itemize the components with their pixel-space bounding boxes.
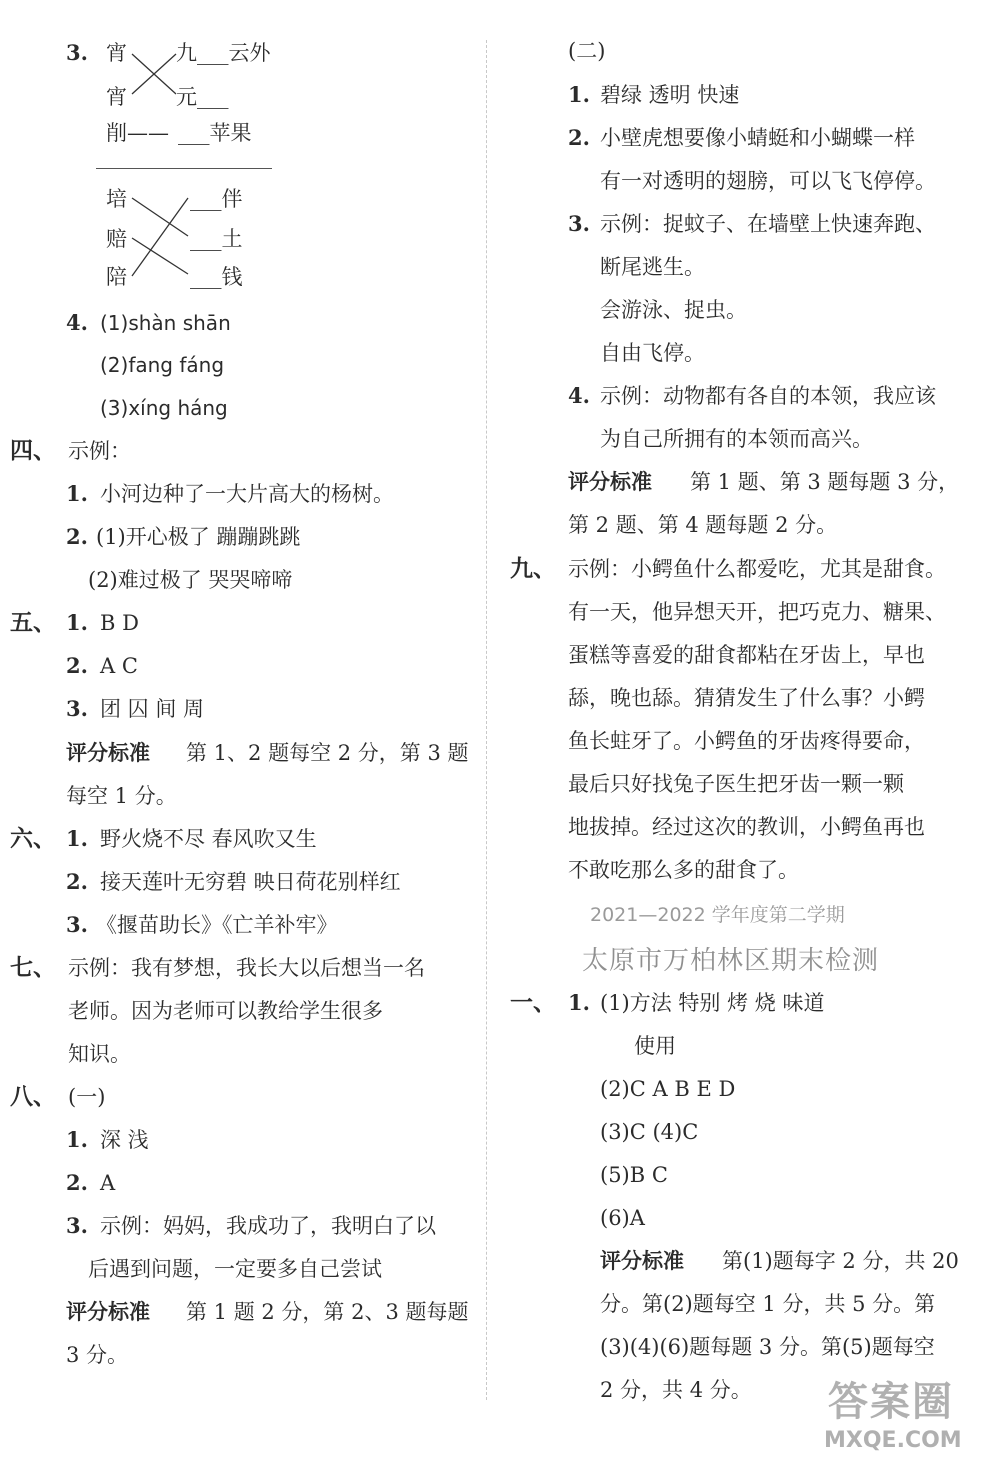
question-number: 3. bbox=[66, 912, 88, 937]
answer-text: 断尾逃生。 bbox=[600, 255, 705, 279]
match-left-item: 培 bbox=[106, 187, 127, 211]
scoring-label: 评分标准 bbox=[66, 741, 150, 765]
answer-text: 示例：小鳄鱼什么都爱吃，尤其是甜食。 bbox=[568, 557, 946, 581]
scoring-label: 评分标准 bbox=[600, 1249, 684, 1273]
match-right-item: ___土 bbox=[190, 227, 243, 251]
question-number: 1. bbox=[66, 610, 88, 635]
scoring-text: 第 1 题、第 3 题每题 3 分， bbox=[690, 470, 960, 494]
answer-text: 不敢吃那么多的甜食了。 bbox=[568, 858, 799, 882]
answer-text: A bbox=[100, 1171, 116, 1195]
answer-text: 自由飞停。 bbox=[600, 341, 705, 365]
watermark-url: MXQE.COM bbox=[824, 1428, 962, 1453]
answer-text: 示例：动物都有各自的本领，我应该 bbox=[600, 384, 936, 408]
answer-text: (6)A bbox=[600, 1206, 645, 1230]
answer-text: 小壁虎想要像小蜻蜓和小蝴蝶一样 bbox=[600, 126, 915, 150]
answer-text: 有一对透明的翅膀，可以飞飞停停。 bbox=[600, 169, 936, 193]
answer-text: (5)B C bbox=[600, 1163, 668, 1187]
answer-text: 知识。 bbox=[68, 1042, 131, 1066]
question-number: 3. bbox=[66, 40, 88, 65]
answer-text: 为自己所拥有的本领而高兴。 bbox=[600, 427, 873, 451]
match-lines bbox=[128, 190, 192, 280]
watermark-logo-text: 答案圈 bbox=[828, 1379, 954, 1425]
match-right-item: ___伴 bbox=[190, 187, 243, 211]
answer-text: 示例： bbox=[68, 439, 131, 463]
scoring-text: 第 1、2 题每空 2 分，第 3 题 bbox=[186, 741, 469, 765]
answer-text: 《揠苗助长》《亡羊补牢》 bbox=[96, 913, 338, 937]
scoring-text: (3)(4)(6)题每题 3 分。第(5)题每空 bbox=[600, 1335, 935, 1359]
site-watermark bbox=[818, 1370, 988, 1460]
answer-text: 蛋糕等喜爱的甜食都粘在牙齿上，早也 bbox=[568, 643, 925, 667]
part-label: (二) bbox=[568, 39, 606, 63]
match-right-item: 元___ bbox=[176, 85, 229, 109]
match-right-item: 九___云外 bbox=[176, 41, 271, 65]
section-label: 六、 bbox=[10, 826, 56, 852]
match-right-item: ___钱 bbox=[190, 265, 243, 289]
question-number: 1. bbox=[568, 82, 590, 107]
answer-text: 最后只好找兔子医生把牙齿一颗一颗 bbox=[568, 772, 904, 796]
section-label: 八、 bbox=[10, 1084, 56, 1110]
question-number: 1. bbox=[66, 481, 88, 506]
scoring-text: 每空 1 分。 bbox=[66, 784, 177, 808]
part-label: (一) bbox=[68, 1085, 106, 1109]
exam-term-heading: 2021—2022 学年度第二学期 bbox=[590, 904, 845, 926]
question-number: 1. bbox=[568, 990, 590, 1015]
question-number: 1. bbox=[66, 1127, 88, 1152]
scoring-text: 3 分。 bbox=[66, 1343, 129, 1367]
question-number: 1. bbox=[66, 826, 88, 851]
answer-text: 后遇到问题，一定要多自己尝试 bbox=[88, 1257, 382, 1281]
scoring-text: 分。第(2)题每空 1 分，共 5 分。第 bbox=[600, 1292, 936, 1316]
question-number: 2. bbox=[66, 653, 88, 678]
answer-text: 示例：捉蚊子、在墙壁上快速奔跑、 bbox=[600, 212, 936, 236]
answer-text: 老师。因为老师可以教给学生很多 bbox=[68, 999, 383, 1023]
answer-text: (1)开心极了 蹦蹦跳跳 bbox=[96, 525, 301, 549]
answer-text: 碧绿 透明 快速 bbox=[600, 83, 740, 107]
answer-text: 有一天，他异想天开，把巧克力、糖果、 bbox=[568, 600, 946, 624]
answer-text: (3)C (4)C bbox=[600, 1120, 699, 1144]
answer-text: 小河边种了一大片高大的杨树。 bbox=[100, 482, 394, 506]
section-label: 一、 bbox=[510, 990, 556, 1016]
scoring-text: 第 2 题、第 4 题每题 2 分。 bbox=[568, 513, 838, 537]
question-number: 3. bbox=[66, 696, 88, 721]
answer-text: 示例：我有梦想，我长大以后想当一名 bbox=[68, 956, 425, 980]
match-left-item: 宵 bbox=[106, 85, 127, 109]
match-left-item: 陪 bbox=[106, 265, 127, 289]
scoring-text: 第 1 题 2 分，第 2、3 题每题 bbox=[186, 1300, 469, 1324]
match-left-item: 削—— bbox=[106, 121, 169, 145]
question-number: 2. bbox=[66, 1170, 88, 1195]
scoring-text: 2 分，共 4 分。 bbox=[600, 1378, 752, 1402]
section-label: 七、 bbox=[10, 955, 56, 981]
match-left-item: 宵 bbox=[106, 41, 127, 65]
section-label: 九、 bbox=[510, 556, 556, 582]
answer-text: 地拔掉。经过这次的教训，小鳄鱼再也 bbox=[568, 815, 925, 839]
separator-line bbox=[96, 168, 272, 169]
column-divider bbox=[486, 40, 487, 1400]
answer-text: B D bbox=[100, 611, 139, 635]
question-number: 4. bbox=[568, 383, 590, 408]
match-left-item: 赔 bbox=[106, 227, 127, 251]
pinyin-line: (1)shàn shān bbox=[100, 311, 231, 335]
section-label: 四、 bbox=[10, 438, 56, 464]
question-number: 3. bbox=[568, 211, 590, 236]
scoring-label: 评分标准 bbox=[568, 470, 652, 494]
question-number: 2. bbox=[66, 524, 88, 549]
answer-text: (1)方法 特别 烤 烧 味道 bbox=[600, 991, 825, 1015]
pinyin-line: (3)xíng háng bbox=[100, 396, 228, 420]
exam-title-heading: 太原市万柏林区期末检测 bbox=[582, 946, 880, 976]
match-right-item: ___苹果 bbox=[178, 121, 252, 145]
section-label: 五、 bbox=[10, 610, 56, 636]
match-lines bbox=[128, 48, 180, 100]
scoring-text: 第(1)题每字 2 分，共 20 bbox=[722, 1249, 959, 1273]
scoring-label: 评分标准 bbox=[66, 1300, 150, 1324]
question-number: 4. bbox=[66, 310, 88, 335]
answer-text: 会游泳、捉虫。 bbox=[600, 298, 747, 322]
question-number: 3. bbox=[66, 1213, 88, 1238]
answer-text: A C bbox=[100, 654, 138, 678]
answer-text: 舔，晚也舔。猜猜发生了什么事？小鳄 bbox=[568, 686, 925, 710]
answer-text: (2)C A B E D bbox=[600, 1077, 736, 1101]
answer-text: 示例：妈妈，我成功了，我明白了以 bbox=[100, 1214, 436, 1238]
answer-text: 使用 bbox=[634, 1034, 676, 1058]
question-number: 2. bbox=[568, 125, 590, 150]
pinyin-line: (2)fang fáng bbox=[100, 353, 225, 377]
answer-text: 深 浅 bbox=[100, 1128, 149, 1152]
answer-text: (2)难过极了 哭哭啼啼 bbox=[88, 568, 293, 592]
answer-text: 野火烧不尽 春风吹又生 bbox=[100, 827, 317, 851]
answer-text: 鱼长蛀牙了。小鳄鱼的牙齿疼得要命， bbox=[568, 729, 925, 753]
answer-text: 接天莲叶无穷碧 映日荷花别样红 bbox=[100, 870, 401, 894]
question-number: 2. bbox=[66, 869, 88, 894]
answer-text: 团 囚 间 周 bbox=[100, 697, 205, 721]
